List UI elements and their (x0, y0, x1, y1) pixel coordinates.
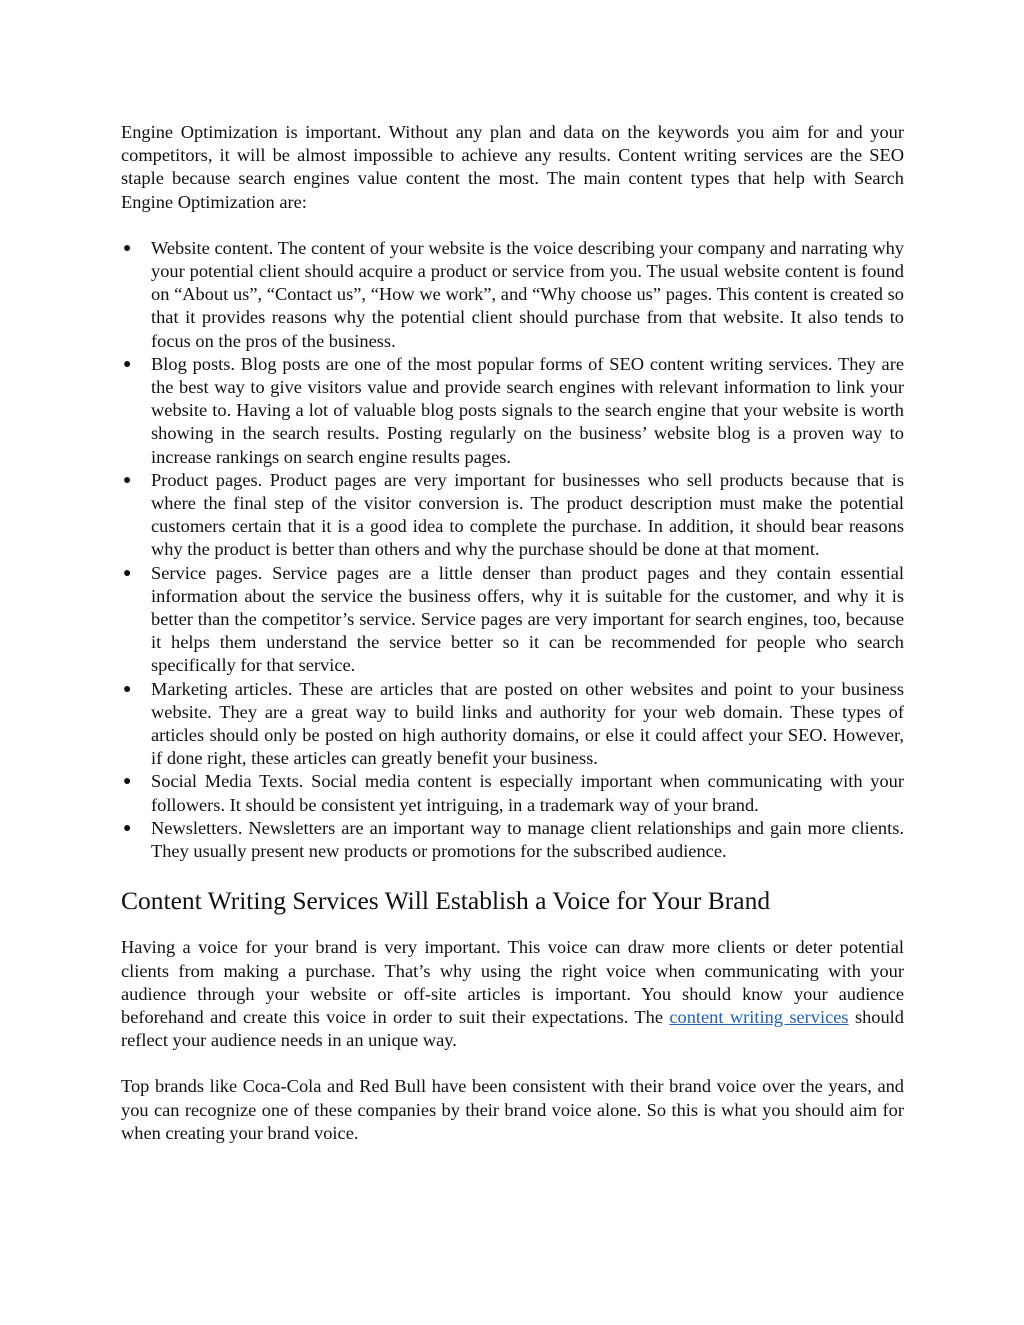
section-heading: Content Writing Services Will Establish a Voice for Your Brand (121, 886, 771, 916)
list-item (121, 817, 904, 863)
brand-voice-paragraph (121, 936, 904, 1052)
content-writing-services-link[interactable]: content writing services (669, 1006, 849, 1027)
list-item (121, 562, 904, 678)
bullet-icon: ● (123, 681, 132, 697)
paragraph-text: should reflect your audience needs in an unique way. (121, 1006, 904, 1051)
bullet-icon: ● (123, 240, 132, 256)
list-item (121, 469, 904, 562)
bullet-icon: ● (123, 774, 132, 790)
bullet-icon: ● (123, 565, 132, 581)
list-item-text: Newsletters. Newsletters are an important way to manage client relationships and gain more clients. They usually present new products or promotions for the subscribed audience. (151, 817, 904, 862)
list-item-text: Social Media Texts. Social media content is especially important when communicating with your followers. It should be consistent yet intriguing, in a trademark way of your brand. (151, 771, 904, 815)
list-item-text: Website content. The content of your website is the voice describing your company and narrating why your potential client should acquire a product or service from you. The usual website content is found on “About us”, “Contact us”, “How we work”, and “Why choose us” pages. This content is created so that it provides reasons why the potential client should purchase from that website. It also tends to focus on the pros of the business. (151, 237, 904, 351)
intro-paragraph: Engine Optimization is important. Without any plan and data on the keywords you aim for and your competitors, it will be almost impossible to achieve any results. Content writing services are the SEO staple because search engines value content the most. The main content types that help with Search Engine Optimization are: (121, 122, 904, 212)
top-brands-paragraph: Top brands like Coca-Cola and Red Bull have been consistent with their brand voice over the years, and you can recognize one of these companies by their brand voice alone. So this is what you should aim for when creating your brand voice. (121, 1076, 904, 1143)
list-item (121, 770, 904, 816)
paragraph-text: Having a voice for your brand is very important. This voice can draw more clients or deter potential clients from making a purchase. That’s why using the right voice when communicating with your audience through your website or off-site articles is important. You should know your audience beforehand and create this voice in order to suit their expectations. The (121, 937, 904, 1027)
list-item (121, 353, 904, 469)
list-item (121, 237, 904, 353)
list-item (121, 678, 904, 771)
bullet-icon: ● (123, 472, 132, 488)
bullet-icon: ● (123, 820, 132, 836)
list-item-text: Blog posts. Blog posts are one of the most popular forms of SEO content writing services. They are the best way to give visitors value and provide search engines with relevant information to link your website to. Having a lot of valuable blog posts signals to the search engine that your website is worth showing in the search results. Posting regularly on the business’ website blog is a proven way to increase rankings on search engine results pages. (151, 353, 904, 467)
bullet-icon: ● (123, 356, 132, 372)
content-types-list (121, 237, 904, 863)
list-item-text: Product pages. Product pages are very important for businesses who sell products because that is where the final step of the visitor conversion is. The product description must make the potential customers certain that it is a good idea to complete the purchase. In addition, it should bear reasons why the product is better than others and why the purchase should be done at that moment. (151, 469, 904, 560)
list-item-text: Marketing articles. These are articles that are posted on other websites and point to your business website. They are a great way to build links and authority for your web domain. These types of articles should only be posted on high authority domains, or else it could affect your SEO. However, if done right, these articles can greatly benefit your business. (151, 678, 904, 769)
list-item-text: Service pages. Service pages are a little denser than product pages and they contain essential information about the service the business offers, why it is suitable for the customer, and why it is better than the competitor’s service. Service pages are very important for search engines, too, because it helps them understand the service better so it can be recommended for people who search specifically for that service. (151, 562, 904, 676)
document-page (121, 121, 904, 1168)
